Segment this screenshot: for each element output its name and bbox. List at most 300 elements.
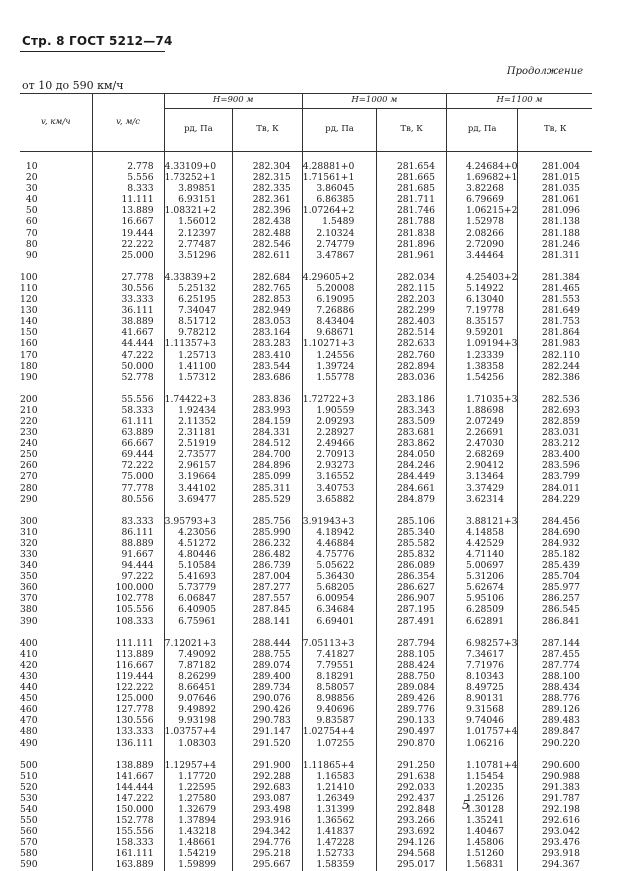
table-cell: 2.31181: [164, 427, 233, 438]
table-cell: 283.036: [377, 372, 447, 383]
table-cell: 280: [20, 482, 38, 494]
table-cell: 240: [20, 438, 38, 450]
table-cell: 86.111: [92, 527, 164, 538]
table-cell: 283.681: [377, 427, 447, 438]
table-cell: 282.546: [233, 239, 303, 250]
table-cell: 281.649: [518, 305, 592, 316]
col-header-t-1000: Tв, К: [377, 109, 447, 152]
table-cell: 288.100: [518, 671, 592, 682]
table-cell: 281.711: [377, 194, 447, 205]
table-cell: 3.47867: [302, 250, 377, 261]
table-cell: 290.870: [377, 738, 447, 749]
table-cell: 285.439: [518, 560, 592, 571]
table-cell: 27.778: [92, 261, 164, 283]
table-cell: 4.71140: [446, 549, 518, 560]
table-cell: 290.220: [518, 738, 592, 749]
table-cell: 284.050: [377, 449, 447, 460]
table-cell: 4.14858: [446, 527, 518, 538]
table-cell: 4.24684+0: [446, 152, 518, 173]
table-cell: 1.47228: [302, 837, 377, 848]
table-cell: 282.034: [377, 261, 447, 283]
table-cell: 3.88121+3: [446, 505, 518, 527]
table-cell: 285.832: [377, 549, 447, 560]
table-cell: 1.15454: [446, 771, 518, 782]
table-cell: 7.26886: [302, 305, 377, 316]
table-cell: 3.44464: [446, 250, 518, 261]
table-cell: 7.79551: [302, 660, 377, 671]
table-cell: 284.896: [233, 460, 303, 471]
table-cell: 83.333: [92, 505, 164, 527]
table-cell: 8.49725: [446, 682, 518, 693]
table-cell: 8.66451: [164, 682, 233, 693]
table-cell: 450: [20, 693, 38, 705]
table-cell: 282.396: [233, 205, 303, 216]
table-cell: 410: [20, 648, 38, 660]
table-cell: 1.03757+4: [164, 726, 233, 737]
table-cell: 282.115: [377, 283, 447, 294]
table-cell: 4.18942: [302, 527, 377, 538]
table-cell: 77.778: [92, 483, 164, 494]
table-cell: 286.089: [377, 560, 447, 571]
table-cell: 281.654: [377, 152, 447, 173]
table-row: [20, 848, 592, 859]
table-cell: 281.961: [377, 250, 447, 261]
table-cell: 290.076: [233, 693, 303, 704]
table-row: [20, 782, 592, 793]
col-header-p-900: pд, Па: [164, 109, 233, 152]
table-cell: 287.455: [518, 649, 592, 660]
table-cell: 119.444: [92, 671, 164, 682]
table-cell: 58.333: [92, 405, 164, 416]
table-row: [20, 693, 592, 704]
table-cell: 6.19095: [302, 294, 377, 305]
table-cell: 9.59201: [446, 327, 518, 338]
table-cell: 291.638: [377, 771, 447, 782]
table-cell: 4.23056: [164, 527, 233, 538]
table-cell: 4.28881+0: [302, 152, 377, 173]
table-cell: 282.536: [518, 383, 592, 405]
table-cell: 420: [20, 659, 38, 671]
table-cell: 283.031: [518, 427, 592, 438]
table-row: [20, 228, 592, 239]
table-cell: 288.141: [233, 616, 303, 627]
table-cell: 293.916: [233, 815, 303, 826]
table-cell: 285.099: [233, 471, 303, 482]
table-cell: 138.889: [92, 749, 164, 771]
table-cell: 283.212: [518, 438, 592, 449]
table-row: [20, 460, 592, 471]
table-cell: 292.848: [377, 804, 447, 815]
table-cell: 310: [20, 526, 38, 538]
table-row: [20, 239, 592, 250]
col-header-t-1100: Tв, К: [518, 109, 592, 152]
table-cell: 1.02754+4: [302, 726, 377, 737]
table-row: [20, 604, 592, 615]
table-cell: 283.862: [377, 438, 447, 449]
table-row: [20, 416, 592, 427]
table-cell: 10: [25, 161, 38, 172]
table-row: [20, 361, 592, 372]
table-cell: 3.40753: [302, 483, 377, 494]
table-cell: 292.198: [518, 804, 592, 815]
table-row: [20, 527, 592, 538]
table-cell: 283.400: [518, 449, 592, 460]
table-cell: 288.776: [518, 693, 592, 704]
table-cell: 1.5489: [302, 216, 377, 227]
table-cell: 40: [25, 194, 38, 206]
table-cell: 286.545: [518, 604, 592, 615]
table-cell: 3.95793+3: [164, 505, 233, 527]
table-cell: 281.896: [377, 239, 447, 250]
table-cell: 520: [20, 781, 38, 793]
table-cell: 283.596: [518, 460, 592, 471]
table-cell: 16.667: [92, 216, 164, 227]
table-row: [20, 627, 592, 649]
table-cell: 110: [20, 282, 38, 294]
table-cell: 2.08266: [446, 228, 518, 239]
table-cell: 1.48661: [164, 837, 233, 848]
table-cell: 8.333: [92, 183, 164, 194]
table-cell: 289.084: [377, 682, 447, 693]
table-cell: 5.31206: [446, 571, 518, 582]
table-cell: 1.11357+3: [164, 338, 233, 349]
table-cell: 25.000: [92, 250, 164, 261]
table-cell: 1.73252+1: [164, 172, 233, 183]
table-row: [20, 505, 592, 527]
table-cell: 230: [20, 427, 38, 439]
table-cell: 1.55778: [302, 372, 377, 383]
table-cell: 283.343: [377, 405, 447, 416]
table-cell: 1.58359: [302, 859, 377, 870]
table-cell: 1.26349: [302, 793, 377, 804]
table-cell: 281.384: [518, 261, 592, 283]
table-cell: 1.07264+2: [302, 205, 377, 216]
table-cell: 288.755: [233, 649, 303, 660]
table-cell: 190: [20, 371, 38, 383]
table-cell: 430: [20, 670, 38, 682]
table-row: [20, 749, 592, 771]
table-cell: 8.18291: [302, 671, 377, 682]
table-cell: 282.304: [233, 152, 303, 173]
table-cell: 3.37429: [446, 483, 518, 494]
table-row: [20, 859, 592, 870]
table-cell: 290.988: [518, 771, 592, 782]
table-cell: 283.799: [518, 471, 592, 482]
table-cell: 283.164: [233, 327, 303, 338]
table-cell: 540: [20, 803, 38, 815]
table-cell: 281.061: [518, 194, 592, 205]
table-cell: 284.449: [377, 471, 447, 482]
table-cell: 8.51712: [164, 316, 233, 327]
table-cell: 90: [25, 249, 38, 261]
table-cell: 5.36430: [302, 571, 377, 582]
table-cell: 6.69401: [302, 616, 377, 627]
table-cell: 6.79669: [446, 194, 518, 205]
table-cell: 570: [20, 837, 38, 849]
table-cell: 4.25403+2: [446, 261, 518, 283]
table-cell: 286.354: [377, 571, 447, 582]
table-cell: 282.949: [233, 305, 303, 316]
table-cell: 2.47030: [446, 438, 518, 449]
table-cell: 6.13040: [446, 294, 518, 305]
table-cell: 1.41837: [302, 826, 377, 837]
table-cell: 9.78212: [164, 327, 233, 338]
table-cell: 150: [20, 327, 38, 339]
table-cell: 11.111: [92, 194, 164, 205]
table-row: [20, 549, 592, 560]
table-row: [20, 815, 592, 826]
table-cell: 1.56012: [164, 216, 233, 227]
table-cell: 1.23339: [446, 350, 518, 361]
table-cell: 288.424: [377, 660, 447, 671]
table-cell: 1.69682+1: [446, 172, 518, 183]
table-cell: 163.889: [92, 859, 164, 870]
table-cell: 22.222: [92, 239, 164, 250]
table-cell: 289.126: [518, 704, 592, 715]
table-cell: 291.147: [233, 726, 303, 737]
table-cell: 292.616: [518, 815, 592, 826]
table-cell: 2.28927: [302, 427, 377, 438]
table-cell: 283.283: [233, 338, 303, 349]
table-cell: 8.43404: [302, 316, 377, 327]
table-cell: 3.51296: [164, 250, 233, 261]
table-cell: 2.51919: [164, 438, 233, 449]
header-rule: [20, 51, 165, 52]
table-cell: 286.907: [377, 593, 447, 604]
table-row: [20, 649, 592, 660]
table-cell: 330: [20, 549, 38, 560]
table-cell: 291.250: [377, 749, 447, 771]
table-cell: 150.000: [92, 804, 164, 815]
table-cell: 281.465: [518, 283, 592, 294]
table-cell: 97.222: [92, 571, 164, 582]
table-cell: 289.483: [518, 715, 592, 726]
table-cell: 282.244: [518, 361, 592, 372]
table-cell: 1.10271+3: [302, 338, 377, 349]
table-cell: 1.45806: [446, 837, 518, 848]
table-cell: 2.10324: [302, 228, 377, 239]
table-cell: 3.82268: [446, 183, 518, 194]
table-cell: 136.111: [92, 738, 164, 749]
table-cell: 75.000: [92, 471, 164, 482]
table-cell: 158.333: [92, 837, 164, 848]
table-cell: 3.91943+3: [302, 505, 377, 527]
table-row: [20, 571, 592, 582]
table-cell: 3.65882: [302, 494, 377, 505]
table-cell: 1.71561+1: [302, 172, 377, 183]
table-cell: 500: [20, 759, 38, 771]
table-cell: 1.59899: [164, 859, 233, 870]
table-cell: 287.845: [233, 604, 303, 615]
table-cell: 1.12957+4: [164, 749, 233, 771]
table-cell: 283.053: [233, 316, 303, 327]
table-cell: 289.776: [377, 704, 447, 715]
table-cell: 133.333: [92, 726, 164, 737]
table-cell: 285.529: [233, 494, 303, 505]
table-cell: 282.611: [233, 250, 303, 261]
table-cell: 281.746: [377, 205, 447, 216]
table-cell: 7.34617: [446, 649, 518, 660]
table-cell: 9.31568: [446, 704, 518, 715]
table-cell: 282.315: [233, 172, 303, 183]
table-cell: 1.25713: [164, 350, 233, 361]
table-cell: 284.246: [377, 460, 447, 471]
table-cell: 47.222: [92, 350, 164, 361]
table-cell: 1.74422+3: [164, 383, 233, 405]
col-header-h1100: H=1100 м: [446, 94, 592, 109]
table-cell: 290.497: [377, 726, 447, 737]
table-cell: 282.386: [518, 372, 592, 383]
table-cell: 108.333: [92, 616, 164, 627]
table-row: [20, 327, 592, 338]
table-cell: 3.44102: [164, 483, 233, 494]
table-cell: 290.133: [377, 715, 447, 726]
table-cell: 285.340: [377, 527, 447, 538]
table-cell: 285.311: [233, 483, 303, 494]
table-row: [20, 438, 592, 449]
table-cell: 50.000: [92, 361, 164, 372]
table-cell: 161.111: [92, 848, 164, 859]
table-cell: 281.096: [518, 205, 592, 216]
table-cell: 550: [20, 815, 38, 827]
table-cell: 590: [20, 859, 38, 871]
table-row: [20, 483, 592, 494]
col-header-p-1000: pд, Па: [302, 109, 377, 152]
table-cell: 1.90559: [302, 405, 377, 416]
table-cell: 284.011: [518, 483, 592, 494]
table-cell: 289.847: [518, 726, 592, 737]
table-cell: 1.01757+4: [446, 726, 518, 737]
table-cell: 9.83587: [302, 715, 377, 726]
table-cell: 282.110: [518, 350, 592, 361]
table-cell: 288.750: [377, 671, 447, 682]
table-cell: 284.661: [377, 483, 447, 494]
table-cell: 287.557: [233, 593, 303, 604]
table-cell: 286.841: [518, 616, 592, 627]
col-header-h900: H=900 м: [164, 94, 302, 109]
table-cell: 8.90131: [446, 693, 518, 704]
table-cell: 5.00697: [446, 560, 518, 571]
table-cell: 1.56831: [446, 859, 518, 870]
table-row: [20, 837, 592, 848]
table-cell: 294.126: [377, 837, 447, 848]
table-cell: 2.73577: [164, 449, 233, 460]
table-cell: 100.000: [92, 582, 164, 593]
table-cell: 9.49892: [164, 704, 233, 715]
table-cell: 5.14922: [446, 283, 518, 294]
table-cell: 3.16552: [302, 471, 377, 482]
table-cell: 286.257: [518, 593, 592, 604]
table-cell: 1.52733: [302, 848, 377, 859]
table-cell: 5.62674: [446, 582, 518, 593]
table-cell: 295.017: [377, 859, 447, 870]
table-cell: 1.31399: [302, 804, 377, 815]
table-cell: 286.739: [233, 560, 303, 571]
table-row: [20, 560, 592, 571]
table-cell: 9.40696: [302, 704, 377, 715]
table-row: [20, 494, 592, 505]
table-cell: 287.794: [377, 627, 447, 649]
table-cell: 70: [25, 227, 38, 239]
table-cell: 36.111: [92, 305, 164, 316]
table-cell: 1.22595: [164, 782, 233, 793]
table-cell: 6.98257+3: [446, 627, 518, 649]
table-cell: 13.889: [92, 205, 164, 216]
table-cell: 282.438: [233, 216, 303, 227]
table-cell: 285.106: [377, 505, 447, 527]
table-cell: 1.25126: [446, 793, 518, 804]
table-cell: 400: [20, 637, 38, 649]
table-cell: 144.444: [92, 782, 164, 793]
table-row: [20, 294, 592, 305]
table-cell: 281.553: [518, 294, 592, 305]
table-cell: 6.00954: [302, 593, 377, 604]
table-cell: 7.87182: [164, 660, 233, 671]
table-cell: 4.42529: [446, 538, 518, 549]
table-cell: 294.367: [518, 859, 592, 870]
table-cell: 283.993: [233, 405, 303, 416]
table-cell: 6.34684: [302, 604, 377, 615]
table-cell: 287.004: [233, 571, 303, 582]
table-cell: 3.19664: [164, 471, 233, 482]
table-cell: 1.57312: [164, 372, 233, 383]
table-row: [20, 305, 592, 316]
col-header-t-900: Tв, К: [233, 109, 303, 152]
table-cell: 105.556: [92, 604, 164, 615]
table-row: [20, 660, 592, 671]
table-cell: 283.686: [233, 372, 303, 383]
table-cell: 285.582: [377, 538, 447, 549]
table-cell: 8.58057: [302, 682, 377, 693]
table-cell: 33.333: [92, 294, 164, 305]
table-cell: 7.34047: [164, 305, 233, 316]
table-cell: 282.361: [233, 194, 303, 205]
table-cell: 281.138: [518, 216, 592, 227]
table-cell: 6.75961: [164, 616, 233, 627]
table-cell: 350: [20, 571, 38, 583]
table-cell: 289.074: [233, 660, 303, 671]
table-cell: 2.49466: [302, 438, 377, 449]
table-cell: 281.035: [518, 183, 592, 194]
table-cell: 30: [25, 183, 38, 195]
table-cell: 9.68671: [302, 327, 377, 338]
table-row: [20, 682, 592, 693]
table-cell: 283.410: [233, 350, 303, 361]
col-header-h1000: H=1000 м: [302, 94, 446, 109]
table-cell: 283.186: [377, 383, 447, 405]
table-cell: 19.444: [92, 228, 164, 239]
table-cell: 2.12397: [164, 228, 233, 239]
table-cell: 390: [20, 615, 38, 627]
table-cell: 289.426: [377, 693, 447, 704]
table-cell: 125.000: [92, 693, 164, 704]
table-cell: 3.62314: [446, 494, 518, 505]
table-cell: 1.24556: [302, 350, 377, 361]
table-cell: 3.69477: [164, 494, 233, 505]
table-cell: 380: [20, 604, 38, 616]
table-cell: 5.41693: [164, 571, 233, 582]
table-row: [20, 194, 592, 205]
table-cell: 1.06216: [446, 738, 518, 749]
table-row: [20, 250, 592, 261]
table-cell: 72.222: [92, 460, 164, 471]
table-cell: 287.491: [377, 616, 447, 627]
table-row: [20, 383, 592, 405]
table-cell: 1.36562: [302, 815, 377, 826]
table-cell: 282.299: [377, 305, 447, 316]
table-cell: 1.51260: [446, 848, 518, 859]
table-cell: 4.80446: [164, 549, 233, 560]
